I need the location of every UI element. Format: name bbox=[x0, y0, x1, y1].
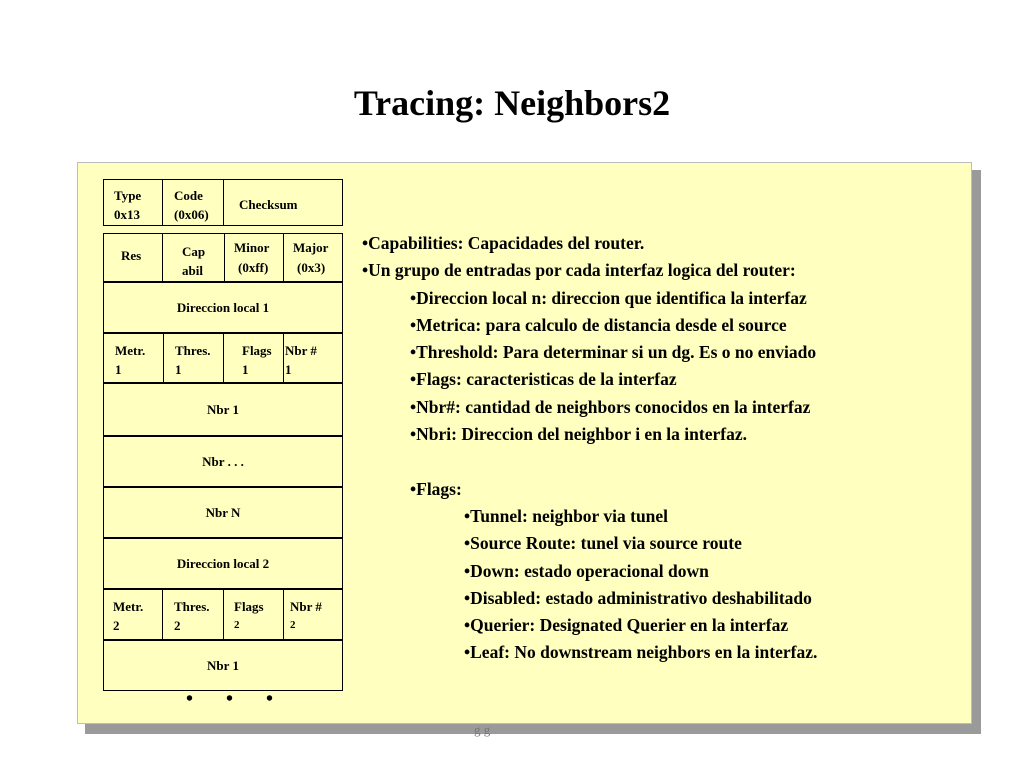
nbr-ellipsis: Nbr . . . bbox=[202, 453, 244, 469]
thres-value-2: 2 bbox=[174, 618, 181, 633]
flags-value-2: 2 bbox=[234, 619, 240, 631]
packet-row-nbr-ellipsis bbox=[103, 436, 343, 487]
flags-label-2: Flags bbox=[234, 599, 264, 614]
nbr-count-value-1: 1 bbox=[285, 362, 292, 377]
thres-label-1: Thres. bbox=[175, 343, 211, 358]
res-cell bbox=[104, 234, 162, 281]
nbr-count-label-2: Nbr # bbox=[290, 599, 322, 614]
packet-row-metrics-1 bbox=[103, 333, 343, 383]
packet-row-local-address-2 bbox=[103, 538, 343, 589]
footer-fragment: g g bbox=[474, 722, 491, 737]
nbr-count-value-2: 2 bbox=[290, 619, 296, 631]
local-address-1: Direccion local 1 bbox=[176, 299, 270, 315]
nbr-1: Nbr 1 bbox=[207, 401, 239, 417]
packet-row-metrics-2 bbox=[103, 589, 343, 640]
metr-value-1: 1 bbox=[115, 362, 122, 377]
cap-label: Cap bbox=[182, 244, 206, 259]
nbr-count-cell-2 bbox=[283, 590, 342, 639]
bullet-flags-desc: •Flags: caracteristicas de la interfaz bbox=[410, 369, 677, 390]
bullet-flags-heading: •Flags: bbox=[410, 478, 462, 499]
code-cell bbox=[162, 180, 223, 225]
packet-row-nbr-1-second bbox=[103, 640, 343, 691]
type-value: 0x13 bbox=[114, 207, 140, 222]
bullet-entry-group: •Un grupo de entradas por cada interfaz logica del router: bbox=[362, 260, 796, 281]
packet-row-nbr-n bbox=[103, 487, 343, 538]
checksum-cell bbox=[223, 180, 342, 225]
type-cell bbox=[104, 180, 162, 225]
packet-row-header bbox=[103, 179, 343, 226]
continuation-ellipsis: • • • bbox=[186, 688, 288, 710]
code-label: Code bbox=[174, 188, 203, 203]
type-label: Type bbox=[114, 188, 142, 203]
nbr-count-label-1: Nbr # bbox=[285, 343, 317, 358]
bullet-tunnel: •Tunnel: neighbor via tunel bbox=[464, 505, 669, 526]
bullet-threshold: •Threshold: Para determinar si un dg. Es o no enviado bbox=[410, 342, 817, 363]
flags-label-1: Flags bbox=[242, 343, 272, 358]
major-value: (0x3) bbox=[297, 260, 326, 275]
checksum-label: Checksum bbox=[239, 197, 298, 212]
packet-row-local-address-1 bbox=[103, 282, 343, 333]
nbr-count-cell-1 bbox=[283, 334, 342, 382]
metr-cell-1 bbox=[104, 334, 163, 382]
packet-row-capabilities bbox=[103, 233, 343, 282]
bullet-nbri: •Nbri: Direccion del neighbor i en la interfaz. bbox=[410, 424, 747, 445]
thres-value-1: 1 bbox=[175, 362, 182, 377]
metr-cell-2 bbox=[104, 590, 162, 639]
local-address-2: Direccion local 2 bbox=[176, 555, 270, 571]
nbr-n: Nbr N bbox=[205, 504, 241, 520]
code-value: (0x06) bbox=[174, 207, 209, 222]
bullet-metric: •Metrica: para calculo de distancia desde el source bbox=[410, 314, 787, 335]
bullet-spacer bbox=[362, 448, 817, 475]
metr-label-1: Metr. bbox=[115, 343, 146, 358]
cap-label-2: abil bbox=[182, 263, 203, 278]
thres-label-2: Thres. bbox=[174, 599, 210, 614]
minor-cell bbox=[224, 234, 283, 281]
major-label: Major bbox=[293, 240, 329, 255]
major-cell bbox=[283, 234, 342, 281]
bullet-disabled: •Disabled: estado administrativo deshabilitado bbox=[464, 587, 812, 608]
bullet-nbr-count: •Nbr#: cantidad de neighbors conocidos en la interfaz bbox=[410, 396, 811, 417]
description-list bbox=[362, 230, 817, 667]
nbr-1-second: Nbr 1 bbox=[207, 657, 239, 673]
bullet-source-route: •Source Route: tunel via source route bbox=[464, 533, 742, 554]
bullet-local-address: •Direccion local n: direccion que identifica la interfaz bbox=[410, 287, 807, 308]
packet-row-nbr-1 bbox=[103, 383, 343, 436]
cap-cell bbox=[162, 234, 224, 281]
metr-label-2: Metr. bbox=[113, 599, 144, 614]
bullet-querier: •Querier: Designated Querier en la interfaz bbox=[464, 615, 789, 636]
bullet-down: •Down: estado operacional down bbox=[464, 560, 709, 581]
bullet-capabilities: •Capabilities: Capacidades del router. bbox=[362, 233, 645, 253]
flags-cell-2 bbox=[223, 590, 283, 639]
res-label: Res bbox=[121, 248, 142, 263]
thres-cell-1 bbox=[163, 334, 223, 382]
slide-title: Tracing: Neighbors2 bbox=[353, 83, 671, 123]
bullet-leaf: •Leaf: No downstream neighbors en la interfaz. bbox=[464, 642, 818, 663]
metr-value-2: 2 bbox=[113, 618, 120, 633]
minor-value: (0xff) bbox=[238, 260, 269, 275]
flags-cell-1 bbox=[223, 334, 283, 382]
minor-label: Minor bbox=[234, 240, 270, 255]
thres-cell-2 bbox=[162, 590, 223, 639]
flags-value-1: 1 bbox=[242, 362, 249, 377]
